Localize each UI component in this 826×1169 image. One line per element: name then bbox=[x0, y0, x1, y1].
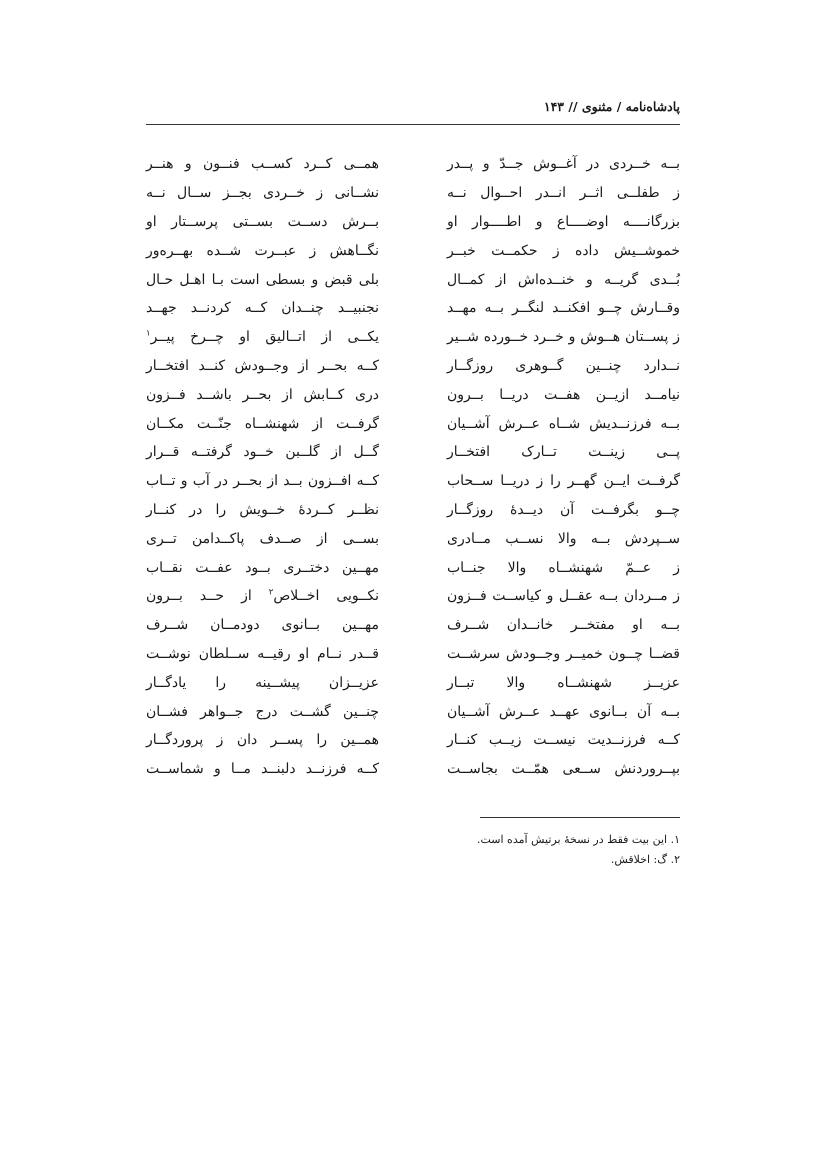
verse-row bbox=[146, 582, 680, 611]
verse-row bbox=[146, 697, 680, 726]
hemistich-text: وقــارش چــو افکنــد لنگــر بــه مهــد bbox=[447, 300, 680, 317]
hemistich-text: گرفــت ایــن گهــر را ز دریــا ســحاب bbox=[447, 473, 680, 490]
hemistich-text: همــی کــرد کســب فنــون و هنــر bbox=[146, 156, 379, 173]
hemistich-text: نشــانی ز خــردی بجــز ســال نــه bbox=[146, 185, 379, 202]
verse-left-hemistich bbox=[146, 415, 379, 433]
hemistich-text: بــه فرزنــدیش شــاه عــرش آشــیان bbox=[447, 415, 680, 432]
hemistich-text: ز طفلــی اثــر انــدر احــوال نــه bbox=[447, 185, 680, 202]
verse-right-hemistich bbox=[447, 242, 680, 260]
verse-right-hemistich bbox=[447, 415, 680, 433]
hemistich-text: یکــی از اتــالیق او چــرخ پیــر bbox=[150, 329, 379, 346]
hemistich-text: بســی از صــدف پاکــدامن تــری bbox=[146, 530, 379, 547]
verse-right-hemistich bbox=[447, 386, 680, 404]
verse-right-hemistich bbox=[447, 213, 680, 231]
footnote-item: ۲. گ: اخلاقش. bbox=[610, 853, 680, 866]
hemistich-text-continued: از حــد بــرون bbox=[146, 588, 269, 605]
hemistich-text: چنــین گشــت درج جــواهر فشــان bbox=[146, 703, 379, 720]
hemistich-text: ز عــمّ شهنشــاه والا جنــاب bbox=[447, 559, 680, 576]
verse-right-hemistich bbox=[447, 271, 680, 289]
hemistich-text: دری کــابش از بحــر باشــد فــزون bbox=[146, 386, 379, 403]
verse-row bbox=[146, 323, 680, 352]
hemistich-text: قــدر نــام او رقیــه ســلطان نوشــت bbox=[146, 645, 379, 662]
verse-left-hemistich bbox=[146, 184, 379, 202]
verse-row bbox=[146, 150, 680, 179]
verse-left-hemistich bbox=[146, 616, 379, 634]
hemistich-text: بــه آن بــانوی عهــد عــرش آشــیان bbox=[447, 703, 680, 720]
verse-left-hemistich bbox=[146, 213, 379, 231]
hemistich-text: مهــین دختــری بــود عفــت نقــاب bbox=[146, 559, 379, 576]
hemistich-text: بُــدی گریــه و خنــده‌اش از کمــال bbox=[447, 271, 680, 288]
verse-row bbox=[146, 352, 680, 381]
verse-left-hemistich bbox=[146, 674, 379, 692]
verse-row bbox=[146, 640, 680, 669]
hemistich-text: بــه او مفتخــر خانــدان شــرف bbox=[447, 617, 680, 634]
verse-left-hemistich bbox=[146, 299, 379, 317]
verse-left-hemistich bbox=[146, 242, 379, 260]
hemistich-text: ز پســتان هــوش و خــرد خــورده شــیر bbox=[447, 329, 680, 346]
verse-row bbox=[146, 380, 680, 409]
verse-right-hemistich bbox=[447, 674, 680, 692]
hemistich-text: بزرگانــــه اوضــــاع و اطــــوار او bbox=[447, 213, 680, 230]
verse-left-hemistich bbox=[146, 472, 379, 490]
verse-row bbox=[146, 467, 680, 496]
verse-row bbox=[146, 179, 680, 208]
verse-right-hemistich bbox=[447, 530, 680, 548]
verse-row bbox=[146, 524, 680, 553]
verse-right-hemistich bbox=[447, 357, 680, 375]
hemistich-text: گرفــت از شهنشــاه جنّــت مکــان bbox=[146, 415, 379, 432]
hemistich-text: نــدارد چنــین گــوهری روزگــار bbox=[447, 357, 680, 374]
verse-right-hemistich bbox=[447, 184, 680, 202]
verse-left-hemistich bbox=[146, 357, 379, 375]
verse-row bbox=[146, 755, 680, 784]
verse-row bbox=[146, 438, 680, 467]
hemistich-text: بلی قبض و بسطی است بـا اهـل حـال bbox=[146, 271, 379, 288]
verse-left-hemistich bbox=[146, 530, 379, 548]
verse-row bbox=[146, 496, 680, 525]
verse-row bbox=[146, 236, 680, 265]
verse-right-hemistich bbox=[447, 760, 680, 778]
hemistich-text: کــه افــزون بــد از بحــر در آب و تــاب bbox=[146, 473, 379, 490]
verse-left-hemistich bbox=[146, 443, 379, 461]
hemistich-text: خموشــیش داده ز حکمــت خبــر bbox=[447, 242, 680, 259]
header-rule bbox=[146, 124, 680, 125]
hemistich-text: قضــا چــون خمیــر وجــودش سرشــت bbox=[447, 645, 680, 662]
verse-left-hemistich bbox=[146, 328, 379, 346]
verse-right-hemistich bbox=[447, 299, 680, 317]
verse-right-hemistich bbox=[447, 587, 680, 605]
footnote-item: ۱. این بیت فقط در نسخهٔ برتیش آمده است. bbox=[476, 833, 680, 846]
hemistich-text: همــین را پســر دان ز پروردگــار bbox=[146, 732, 379, 749]
verse-right-hemistich bbox=[447, 472, 680, 490]
hemistich-text: بپــروردنش ســعی همّــت بجاســت bbox=[447, 761, 680, 778]
verse-row bbox=[146, 726, 680, 755]
verse-left-hemistich bbox=[146, 760, 379, 778]
verse-row bbox=[146, 611, 680, 640]
verse-row bbox=[146, 409, 680, 438]
hemistich-text: مهــین بــانوی دودمــان شــرف bbox=[146, 617, 379, 634]
hemistich-text: گــل از گلــبن خــود گرفتــه قــرار bbox=[146, 444, 379, 461]
verse-left-hemistich bbox=[146, 501, 379, 519]
hemistich-text: کــه فرزنــد دلبنــد مــا و شماســت bbox=[146, 761, 379, 778]
verse-row bbox=[146, 553, 680, 582]
verse-right-hemistich bbox=[447, 155, 680, 173]
verse-left-hemistich bbox=[146, 731, 379, 749]
hemistich-text: بــه خــردی در آغــوش جــدّ و پــدر bbox=[447, 156, 680, 173]
verse-left-hemistich bbox=[146, 271, 379, 289]
verse-right-hemistich bbox=[447, 559, 680, 577]
hemistich-text: ز مــردان بــه عقــل و کیاســت فــزون bbox=[447, 588, 680, 605]
verse-left-hemistich bbox=[146, 386, 379, 404]
poem-body bbox=[146, 150, 680, 784]
footnote-marker: ۲ bbox=[268, 587, 274, 598]
hemistich-text: عزیــز شهنشــاه والا تبــار bbox=[447, 674, 680, 691]
verse-right-hemistich bbox=[447, 616, 680, 634]
hemistich-text: کــه فرزنــدیت نیســت زیــب کنــار bbox=[447, 732, 680, 749]
verse-row bbox=[146, 668, 680, 697]
verse-left-hemistich bbox=[146, 155, 379, 173]
footnote-rule bbox=[480, 817, 680, 818]
hemistich-text: نگــاهش ز عبــرت شــده بهــره‌ور bbox=[146, 242, 379, 259]
hemistich-text: ســپردش بــه والا نســب مــادری bbox=[447, 530, 680, 547]
verse-row bbox=[146, 265, 680, 294]
hemistich-text: کــه بحــر از وجــودش کنــد افتخــار bbox=[146, 357, 379, 374]
verse-left-hemistich bbox=[146, 703, 379, 721]
verse-left-hemistich bbox=[146, 587, 379, 605]
footnotes bbox=[420, 830, 680, 870]
verse-right-hemistich bbox=[447, 501, 680, 519]
verse-right-hemistich bbox=[447, 328, 680, 346]
verse-right-hemistich bbox=[447, 645, 680, 663]
verse-right-hemistich bbox=[447, 703, 680, 721]
running-header: پادشاه‌نامه / مثنوی // ۱۴۳ bbox=[543, 99, 680, 114]
verse-row bbox=[146, 294, 680, 323]
verse-left-hemistich bbox=[146, 559, 379, 577]
hemistich-text: بــرش دســت بســتی پرســتار او bbox=[146, 213, 379, 230]
verse-right-hemistich bbox=[447, 731, 680, 749]
hemistich-text: عزیــزان پیشــینه را یادگــار bbox=[146, 674, 379, 691]
hemistich-text: پــی زینــت تــارک افتخــار bbox=[447, 444, 680, 461]
hemistich-text: نجنبیــد چنــدان کــه کردنــد جهــد bbox=[146, 300, 379, 317]
verse-left-hemistich bbox=[146, 645, 379, 663]
hemistich-text: نکــویی اخــلاص bbox=[273, 588, 379, 605]
verse-right-hemistich bbox=[447, 443, 680, 461]
hemistich-text: نظــر کــردهٔ خــویش را در کنــار bbox=[146, 501, 379, 518]
hemistich-text: نیامــد ازیــن هفــت دریــا بــرون bbox=[447, 386, 680, 403]
verse-row bbox=[146, 208, 680, 237]
footnote-marker: ۱ bbox=[146, 328, 151, 339]
hemistich-text: چــو بگرفــت آن دیــدهٔ روزگــار bbox=[447, 501, 680, 518]
